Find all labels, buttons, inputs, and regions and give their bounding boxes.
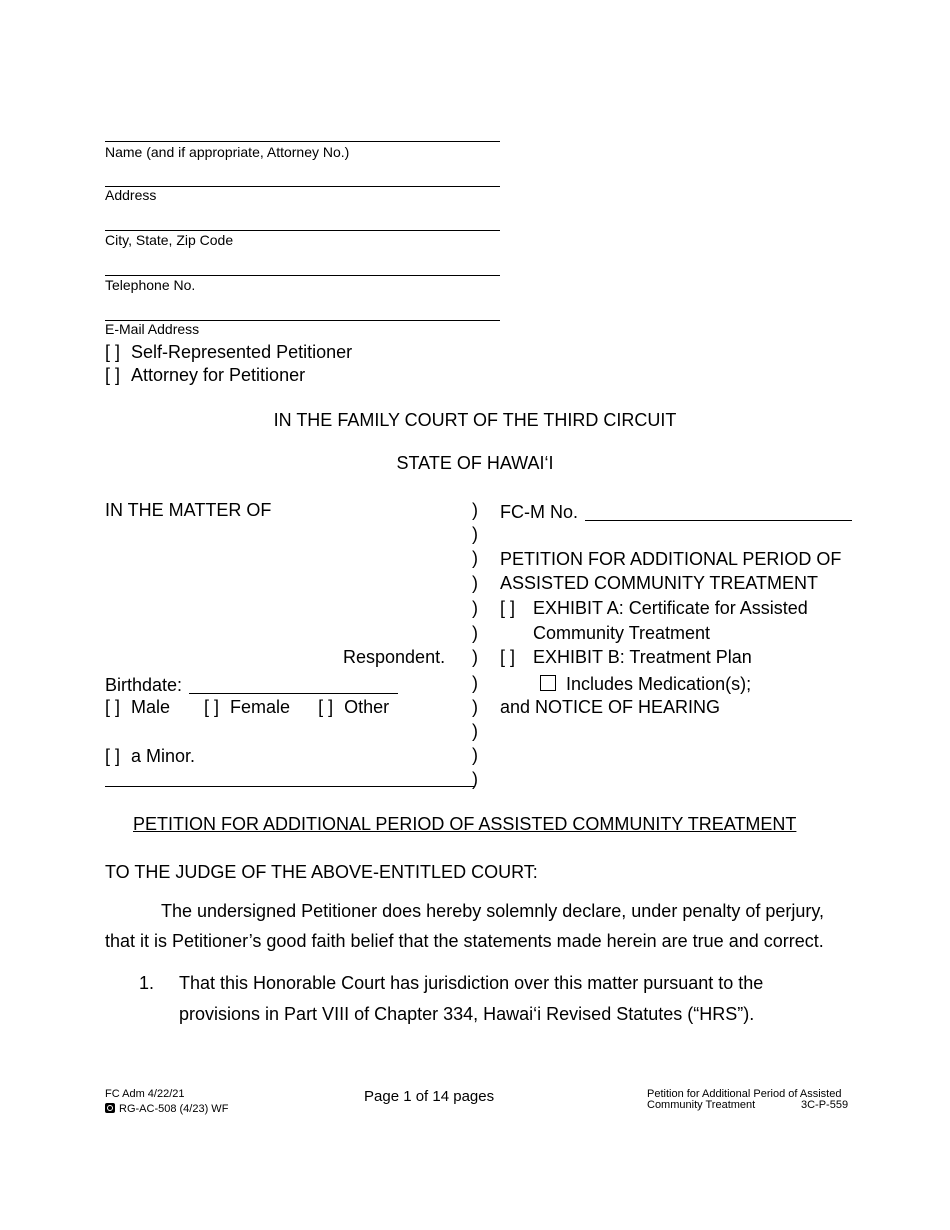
caption-bottom-line: [105, 786, 475, 787]
caption-paren: ): [472, 573, 478, 593]
sex-options: [105, 697, 389, 718]
intro-line1: The undersigned Petitioner does hereby solemnly declare, under penalty of perjury,: [161, 901, 825, 921]
caption-paren: ): [472, 524, 478, 544]
item1-line1: That this Honorable Court has jurisdiction over this matter pursuant to the: [179, 973, 764, 993]
footer-title-line1: Petition for Additional Period of Assisted: [647, 1088, 842, 1100]
caption-paren: ): [472, 500, 478, 520]
intro-line2: that it is Petitioner’s good faith belief that the statements made herein are true and correct.: [105, 931, 824, 951]
address-line[interactable]: [105, 186, 500, 187]
name-line[interactable]: [105, 141, 500, 142]
footer-form-date: FC Adm 4/22/21: [105, 1088, 185, 1100]
other-label: Other: [344, 697, 390, 717]
case-number-line[interactable]: [585, 520, 852, 521]
caption-paren: ): [472, 673, 478, 693]
medication-label: Includes Medication(s);: [566, 674, 752, 694]
exhibit-a-label-cont: Community Treatment: [533, 623, 711, 643]
attorney-option[interactable]: [105, 365, 305, 386]
minor-checkbox[interactable]: [ ]: [105, 746, 121, 766]
city-label: City, State, Zip Code: [105, 232, 234, 248]
document-title-line2: ASSISTED COMMUNITY TREATMENT: [500, 573, 819, 593]
page-number: Page 1 of 14 pages: [364, 1088, 495, 1105]
caption-paren: ): [472, 769, 478, 789]
city-line[interactable]: [105, 230, 500, 231]
birthdate-line[interactable]: [189, 693, 398, 694]
petition-heading: PETITION FOR ADDITIONAL PERIOD OF ASSISTED COMMUNITY TREATMENT: [133, 814, 797, 834]
matter-of-label: IN THE MATTER OF: [105, 500, 272, 520]
court-state: STATE OF HAWAI‘I: [396, 453, 554, 473]
exhibit-a-checkbox[interactable]: [ ]: [500, 598, 516, 618]
self-represented-checkbox[interactable]: [ ]: [105, 342, 121, 362]
exhibit-b-label: EXHIBIT B: Treatment Plan: [533, 647, 752, 667]
notice-of-hearing: and NOTICE OF HEARING: [500, 697, 721, 717]
case-number-label: FC-M No.: [500, 502, 578, 522]
caption-paren: ): [472, 721, 478, 741]
exhibit-a-option[interactable]: [500, 598, 808, 619]
footer-form-number: 3C-P-559: [801, 1099, 849, 1111]
item1-line2: provisions in Part VIII of Chapter 334, Hawai‘i Revised Statutes (“HRS”).: [179, 1004, 755, 1024]
attorney-label: Attorney for Petitioner: [131, 365, 306, 385]
footer-form-code: [105, 1103, 228, 1115]
name-label: Name (and if appropriate, Attorney No.): [105, 144, 350, 160]
court-name: IN THE FAMILY COURT OF THE THIRD CIRCUIT: [273, 410, 677, 430]
minor-label: a Minor.: [131, 746, 196, 766]
female-label: Female: [230, 697, 291, 717]
self-represented-label: Self-Represented Petitioner: [131, 342, 353, 362]
birthdate-label: Birthdate:: [105, 675, 183, 695]
telephone-label: Telephone No.: [105, 277, 196, 293]
male-checkbox[interactable]: [ ]: [105, 697, 121, 717]
footer-form-code-text: RG-AC-508 (4/23) WF: [119, 1103, 229, 1115]
male-label: Male: [131, 697, 171, 717]
telephone-line[interactable]: [105, 275, 500, 276]
caption-paren: ): [472, 745, 478, 765]
medication-option[interactable]: [540, 674, 751, 695]
minor-option[interactable]: [105, 746, 195, 767]
attorney-checkbox[interactable]: [ ]: [105, 365, 121, 385]
caption-paren: ): [472, 598, 478, 618]
email-label: E-Mail Address: [105, 321, 200, 337]
caption-paren: ): [472, 697, 478, 717]
female-checkbox[interactable]: [ ]: [204, 697, 220, 717]
exhibit-b-checkbox[interactable]: [ ]: [500, 647, 516, 667]
caption-paren: ): [472, 647, 478, 667]
exhibit-b-option[interactable]: [500, 647, 752, 668]
accessibility-icon: [105, 1103, 115, 1113]
respondent-label: Respondent.: [343, 647, 446, 667]
salutation: TO THE JUDGE OF THE ABOVE-ENTITLED COURT:: [105, 862, 538, 882]
exhibit-a-label: EXHIBIT A: Certificate for Assisted: [533, 598, 808, 618]
item-number: 1.: [139, 973, 155, 993]
caption-paren: ): [472, 548, 478, 568]
footer-title-line2: Community Treatment: [647, 1099, 756, 1111]
self-represented-option[interactable]: [105, 342, 352, 363]
document-title-line1: PETITION FOR ADDITIONAL PERIOD OF: [500, 549, 842, 569]
medication-checkbox[interactable]: [540, 675, 556, 691]
other-checkbox[interactable]: [ ]: [318, 697, 334, 717]
address-label: Address: [105, 187, 157, 203]
caption-paren: ): [472, 623, 478, 643]
